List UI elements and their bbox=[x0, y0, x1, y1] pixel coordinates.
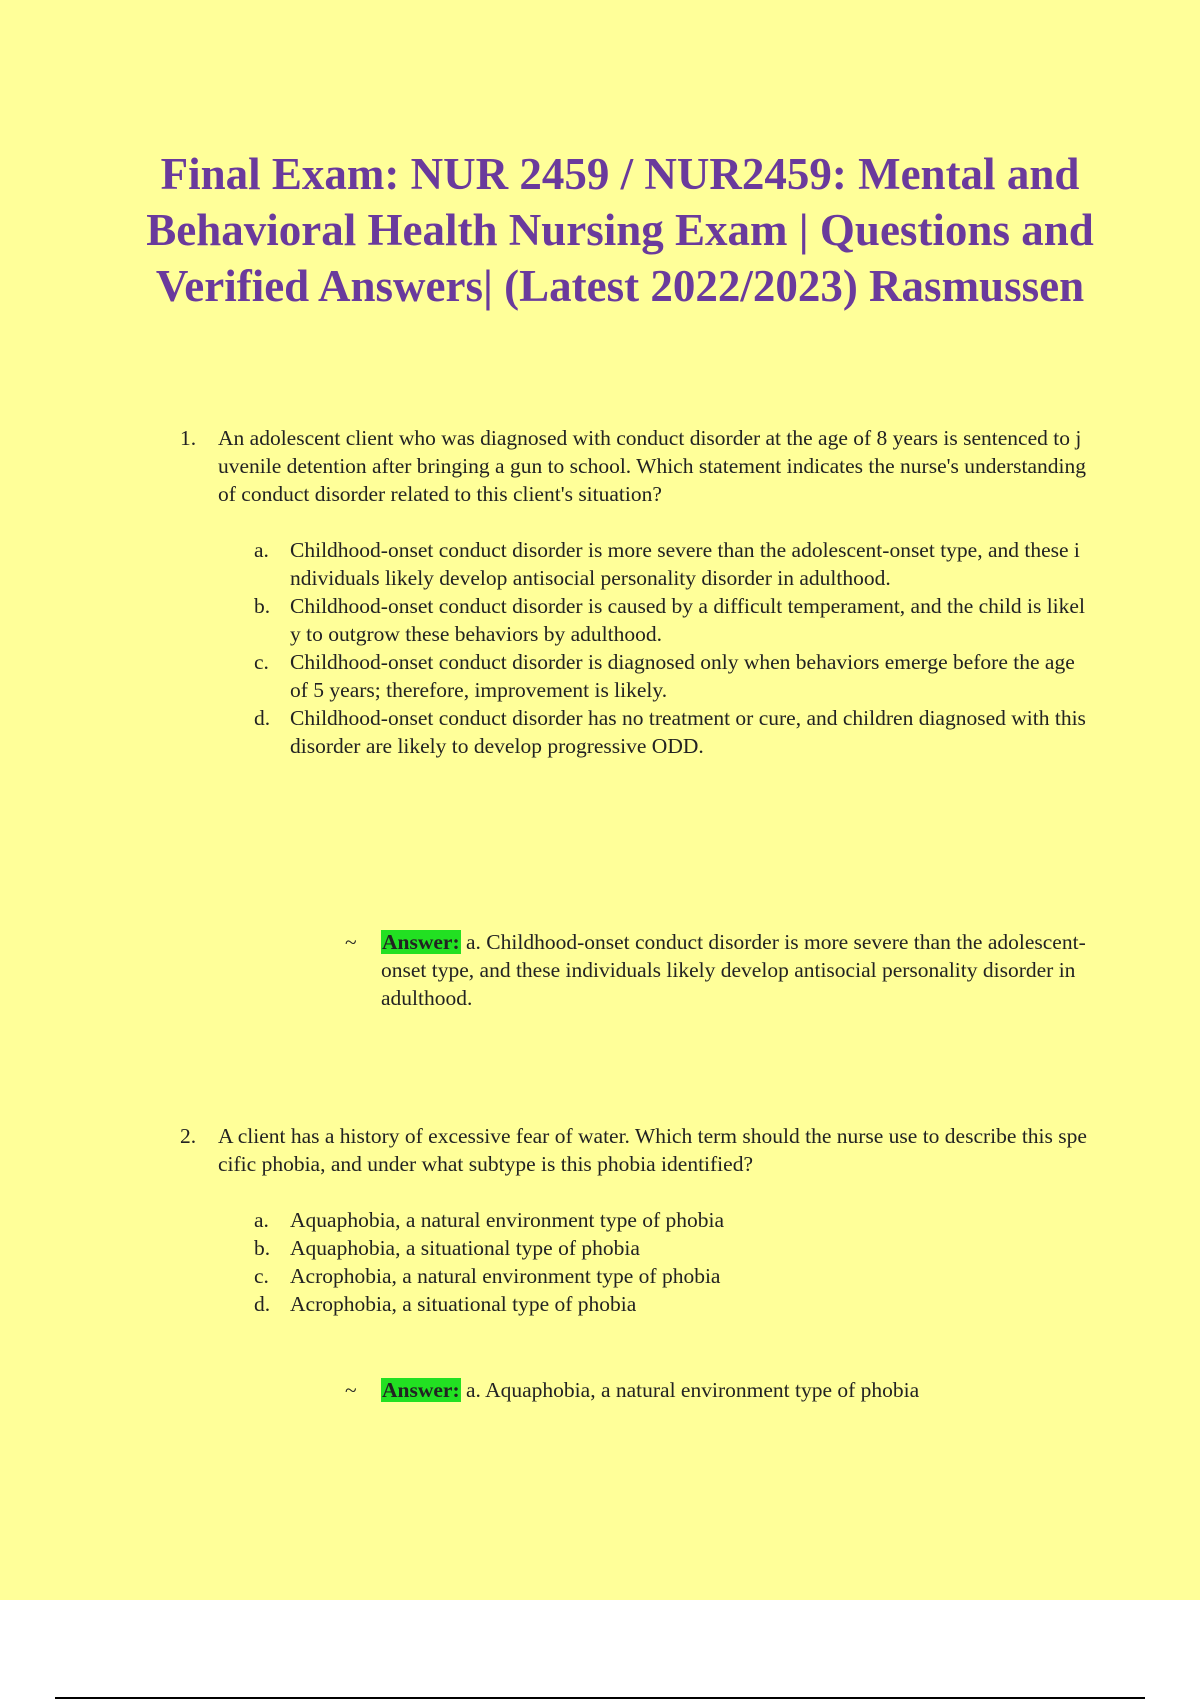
option-letter: c. bbox=[254, 1264, 269, 1288]
answer-label: Answer: bbox=[382, 1378, 460, 1402]
option-list bbox=[180, 536, 1090, 760]
answer-bullet: ~ bbox=[345, 930, 357, 954]
question-number: 1. bbox=[180, 426, 197, 450]
answer-label: Answer: bbox=[382, 930, 460, 954]
option-text: Acrophobia, a natural environment type of phobia bbox=[290, 1264, 721, 1288]
option-letter: b. bbox=[254, 594, 271, 618]
option-b bbox=[254, 1234, 1090, 1262]
option-text: Childhood-onset conduct disorder has no treatment or cure, and children diagnosed with this disorder are likely to develop progressive ODD. bbox=[290, 706, 1086, 758]
question-2 bbox=[180, 1122, 1090, 1318]
document-title: Final Exam: NUR 2459 / NUR2459: Mental and Behavioral Health Nursing Exam | Questions and Verified Answers| (Latest 2022/2023) Rasmussen bbox=[146, 149, 1094, 311]
question-number: 2. bbox=[180, 1124, 197, 1148]
answer-bullet: ~ bbox=[345, 1378, 357, 1402]
question-text: A client has a history of excessive fear of water. Which term should the nurse use to describe this specific phobia, and under what subtype is this phobia identified? bbox=[218, 1124, 1087, 1176]
option-letter: c. bbox=[254, 650, 269, 674]
answer-text: a. Childhood-onset conduct disorder is more severe than the adolescent-onset type, and these individuals likely develop antisocial personality disorder in adulthood. bbox=[381, 930, 1086, 1010]
option-d bbox=[254, 1290, 1090, 1318]
answer-1 bbox=[345, 928, 1090, 1012]
option-c bbox=[254, 1262, 1090, 1290]
option-text: Childhood-onset conduct disorder is diagnosed only when behaviors emerge before the age of 5 years; therefore, improvement is likely. bbox=[290, 650, 1075, 702]
answer-2 bbox=[345, 1376, 1090, 1404]
option-text: Aquaphobia, a situational type of phobia bbox=[290, 1236, 640, 1260]
option-text: Childhood-onset conduct disorder is more severe than the adolescent-onset type, and these individuals likely develop antisocial personality disorder in adulthood. bbox=[290, 538, 1080, 590]
option-d bbox=[254, 704, 1090, 760]
option-text: Aquaphobia, a natural environment type of phobia bbox=[290, 1208, 725, 1232]
option-letter: d. bbox=[254, 706, 271, 730]
footer-divider bbox=[55, 1697, 1145, 1699]
option-letter: d. bbox=[254, 1292, 271, 1316]
option-a bbox=[254, 1206, 1090, 1234]
option-letter: a. bbox=[254, 1208, 269, 1232]
option-text: Childhood-onset conduct disorder is caused by a difficult temperament, and the child is likely to outgrow these behaviors by adulthood. bbox=[290, 594, 1085, 646]
question-text: An adolescent client who was diagnosed with conduct disorder at the age of 8 years is sentenced to juvenile detention after bringing a gun to school. Which statement indicates the nurse's understanding of conduct disorder related to this client's situation? bbox=[218, 426, 1087, 506]
option-c bbox=[254, 648, 1090, 704]
answer-text: a. Aquaphobia, a natural environment type of phobia bbox=[466, 1378, 920, 1402]
option-text: Acrophobia, a situational type of phobia bbox=[290, 1292, 637, 1316]
option-list bbox=[180, 1206, 1090, 1318]
option-letter: b. bbox=[254, 1236, 271, 1260]
question-1 bbox=[180, 424, 1090, 760]
option-letter: a. bbox=[254, 538, 269, 562]
option-b bbox=[254, 592, 1090, 648]
option-a bbox=[254, 536, 1090, 592]
